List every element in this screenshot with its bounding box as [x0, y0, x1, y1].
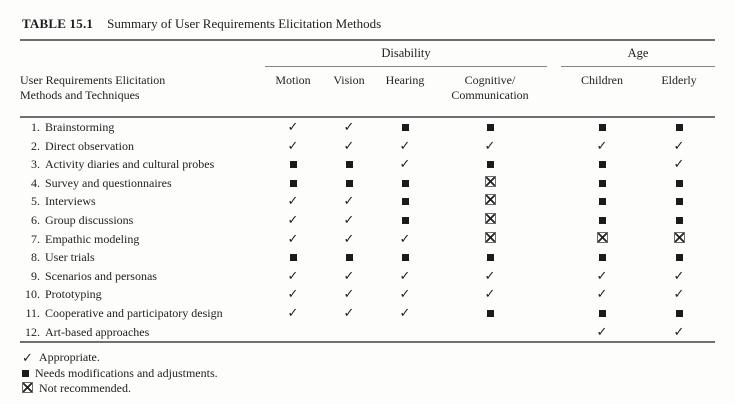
square-icon — [599, 124, 606, 131]
check-icon: ✓ — [287, 119, 299, 134]
table-row — [20, 323, 715, 343]
symbol-cell — [321, 267, 377, 286]
column-gap — [547, 67, 561, 118]
row-header-line2: Methods and Techniques — [20, 87, 140, 102]
crossbox-icon — [485, 213, 496, 224]
symbol-cell — [561, 248, 643, 267]
square-icon — [402, 180, 409, 187]
square-icon — [676, 217, 683, 224]
method-number: 3. — [31, 157, 40, 172]
check-icon: ✓ — [287, 211, 299, 227]
column-gap — [547, 285, 561, 304]
legend-item-not-recommended — [22, 381, 715, 397]
symbol-cell — [561, 117, 643, 137]
check-icon: ✓ — [287, 267, 299, 283]
symbol-cell — [433, 155, 547, 174]
column-gap — [547, 304, 561, 323]
table-title: Summary of User Requirements Elicitation Methods — [107, 16, 382, 31]
square-icon — [346, 161, 353, 168]
check-icon: ✓ — [287, 137, 299, 153]
column-gap — [547, 174, 561, 193]
column-gap — [547, 230, 561, 249]
check-icon: ✓ — [287, 193, 299, 209]
symbol-cell — [377, 267, 433, 286]
square-icon — [402, 254, 409, 261]
symbol-cell — [377, 192, 433, 211]
check-icon: ✓ — [673, 137, 685, 153]
group-gap — [547, 40, 561, 67]
square-icon — [599, 161, 606, 168]
method-number: 6. — [31, 212, 40, 227]
check-icon: ✓ — [484, 137, 496, 153]
crossbox-icon — [485, 194, 496, 205]
group-header-age: Age — [561, 40, 715, 67]
square-icon — [487, 161, 494, 168]
symbol-cell — [433, 248, 547, 267]
square-icon — [22, 370, 29, 377]
row-header — [20, 67, 265, 118]
table-row — [20, 211, 715, 230]
square-icon — [487, 310, 494, 317]
column-gap — [547, 267, 561, 286]
symbol-cell — [643, 137, 715, 156]
check-icon: ✓ — [596, 323, 608, 339]
symbol-cell — [321, 117, 377, 137]
column-gap — [547, 248, 561, 267]
check-icon: ✓ — [343, 267, 355, 283]
symbol-cell — [265, 117, 321, 137]
square-icon — [290, 180, 297, 187]
column-header-hearing: Hearing — [377, 67, 433, 118]
symbol-cell — [377, 323, 433, 343]
square-icon — [676, 310, 683, 317]
square-icon — [599, 217, 606, 224]
check-icon: ✓ — [343, 286, 355, 302]
symbol-cell — [321, 174, 377, 193]
table-row — [20, 137, 715, 156]
square-icon — [290, 161, 297, 168]
symbol-cell — [643, 304, 715, 323]
table-row — [20, 117, 715, 137]
check-icon: ✓ — [343, 193, 355, 209]
symbol-cell — [643, 117, 715, 137]
symbol-cell — [433, 137, 547, 156]
group-header-disability: Disability — [265, 40, 547, 67]
method-label: 2. Direct observation — [20, 137, 265, 156]
crossbox-icon — [674, 232, 685, 243]
square-icon — [676, 198, 683, 205]
square-icon — [402, 198, 409, 205]
symbol-cell — [265, 323, 321, 343]
check-icon: ✓ — [673, 323, 685, 339]
check-icon: ✓ — [484, 267, 496, 283]
table-row — [20, 192, 715, 211]
symbol-cell — [433, 323, 547, 343]
legend-item-needs-modifications — [22, 366, 715, 382]
symbol-cell — [265, 192, 321, 211]
symbol-cell — [321, 211, 377, 230]
check-icon: ✓ — [343, 304, 355, 320]
symbol-cell — [643, 323, 715, 343]
square-icon — [346, 180, 353, 187]
column-gap — [547, 323, 561, 343]
symbol-cell — [265, 285, 321, 304]
check-icon: ✓ — [343, 119, 355, 134]
method-number: 4. — [31, 175, 40, 190]
check-icon: ✓ — [673, 286, 685, 302]
symbol-cell — [321, 248, 377, 267]
symbol-cell — [643, 248, 715, 267]
check-icon: ✓ — [673, 267, 685, 283]
symbol-cell — [643, 230, 715, 249]
square-icon — [599, 310, 606, 317]
square-icon — [599, 180, 606, 187]
check-icon: ✓ — [399, 137, 411, 153]
symbol-cell — [321, 285, 377, 304]
column-gap — [547, 137, 561, 156]
check-icon: ✓ — [343, 211, 355, 227]
symbol-cell — [561, 285, 643, 304]
requirements-table — [20, 39, 715, 343]
check-icon: ✓ — [287, 304, 299, 320]
method-label: 6. Group discussions — [20, 211, 265, 230]
square-icon — [402, 124, 409, 131]
method-label: 12. Art-based approaches — [20, 323, 265, 343]
symbol-cell — [561, 267, 643, 286]
check-icon: ✓ — [399, 230, 411, 246]
check-icon: ✓ — [596, 267, 608, 283]
symbol-cell — [643, 267, 715, 286]
check-icon: ✓ — [673, 156, 685, 172]
table-row — [20, 248, 715, 267]
crossbox-icon — [597, 232, 608, 243]
symbol-cell — [377, 137, 433, 156]
symbol-cell — [321, 192, 377, 211]
symbol-cell — [265, 137, 321, 156]
square-icon — [346, 254, 353, 261]
check-icon: ✓ — [484, 286, 496, 302]
legend-text: Appropriate. — [38, 350, 100, 365]
check-icon: ✓ — [399, 304, 411, 320]
row-header-line1: User Requirements Elicitation — [20, 72, 166, 87]
method-number: 2. — [31, 138, 40, 153]
method-label: 1. Brainstorming — [20, 117, 265, 137]
symbol-cell — [433, 192, 547, 211]
symbol-cell — [643, 174, 715, 193]
square-icon — [676, 180, 683, 187]
column-header-row — [20, 67, 715, 118]
symbol-cell — [377, 117, 433, 137]
check-icon: ✓ — [399, 286, 411, 302]
symbol-cell — [433, 117, 547, 137]
crossbox-icon — [22, 382, 33, 393]
group-header-spacer — [20, 40, 265, 67]
check-icon: ✓ — [343, 230, 355, 246]
symbol-cell — [377, 248, 433, 267]
symbol-cell — [433, 285, 547, 304]
method-label: 4. Survey and questionnaires — [20, 174, 265, 193]
symbol-cell — [265, 211, 321, 230]
square-icon — [402, 217, 409, 224]
method-label: 3. Activity diaries and cultural probes — [20, 155, 265, 174]
column-header-cognitive: Cognitive/ Communication — [433, 67, 547, 118]
method-number: 10. — [25, 287, 40, 302]
method-label: 9. Scenarios and personas — [20, 267, 265, 286]
method-label: 5. Interviews — [20, 192, 265, 211]
crossbox-icon — [485, 232, 496, 243]
column-gap — [547, 211, 561, 230]
symbol-cell — [561, 304, 643, 323]
table-caption — [22, 16, 715, 32]
column-header-children: Children — [561, 67, 643, 118]
symbol-cell — [561, 230, 643, 249]
table-row — [20, 304, 715, 323]
symbol-cell — [561, 192, 643, 211]
symbol-cell — [377, 174, 433, 193]
method-number: 7. — [31, 231, 40, 246]
symbol-cell — [265, 248, 321, 267]
column-gap — [547, 155, 561, 174]
check-icon: ✓ — [287, 286, 299, 302]
legend — [22, 350, 715, 397]
check-icon: ✓ — [596, 286, 608, 302]
symbol-cell — [433, 267, 547, 286]
square-icon — [599, 198, 606, 205]
symbol-cell — [377, 285, 433, 304]
column-gap — [547, 192, 561, 211]
symbol-cell — [643, 155, 715, 174]
symbol-cell — [561, 323, 643, 343]
symbol-cell — [561, 174, 643, 193]
symbol-cell — [265, 267, 321, 286]
symbol-cell — [265, 230, 321, 249]
method-number: 11. — [25, 305, 40, 320]
method-label: 7. Empathic modeling — [20, 230, 265, 249]
square-icon — [676, 124, 683, 131]
symbol-cell — [265, 304, 321, 323]
method-number: 9. — [31, 268, 40, 283]
method-number: 8. — [31, 250, 40, 265]
square-icon — [487, 124, 494, 131]
table-row — [20, 155, 715, 174]
symbol-cell — [433, 211, 547, 230]
check-icon: ✓ — [399, 156, 411, 172]
square-icon — [290, 254, 297, 261]
symbol-cell — [433, 230, 547, 249]
symbol-cell — [377, 155, 433, 174]
symbol-cell — [321, 137, 377, 156]
legend-text: Not recommended. — [39, 381, 131, 396]
symbol-cell — [643, 211, 715, 230]
legend-text: Needs modifications and adjustments. — [35, 365, 218, 380]
check-icon: ✓ — [399, 267, 411, 283]
column-gap — [547, 117, 561, 137]
symbol-cell — [643, 285, 715, 304]
check-icon: ✓ — [343, 137, 355, 153]
square-icon — [599, 254, 606, 261]
legend-item-appropriate — [22, 350, 715, 366]
table-number: TABLE 15.1 — [22, 16, 94, 31]
method-label: 10. Prototyping — [20, 285, 265, 304]
column-header-vision: Vision — [321, 67, 377, 118]
table-row — [20, 285, 715, 304]
symbol-cell — [561, 211, 643, 230]
column-header-elderly: Elderly — [643, 67, 715, 118]
method-label: 8. User trials — [20, 248, 265, 267]
square-icon — [487, 254, 494, 261]
symbol-cell — [321, 155, 377, 174]
symbol-cell — [377, 211, 433, 230]
symbol-cell — [321, 304, 377, 323]
method-number: 1. — [31, 120, 40, 134]
check-icon: ✓ — [596, 137, 608, 153]
method-label: 11. Cooperative and participatory design — [20, 304, 265, 323]
symbol-cell — [265, 174, 321, 193]
crossbox-icon — [485, 176, 496, 187]
square-icon — [676, 254, 683, 261]
check-icon: ✓ — [287, 230, 299, 246]
symbol-cell — [643, 192, 715, 211]
symbol-cell — [561, 155, 643, 174]
column-header-motion: Motion — [265, 67, 321, 118]
table-row — [20, 230, 715, 249]
symbol-cell — [433, 174, 547, 193]
method-number: 5. — [31, 194, 40, 209]
symbol-cell — [561, 137, 643, 156]
symbol-cell — [265, 155, 321, 174]
check-icon: ✓ — [22, 350, 33, 366]
symbol-cell — [321, 323, 377, 343]
symbol-cell — [433, 304, 547, 323]
symbol-cell — [377, 304, 433, 323]
method-number: 12. — [25, 324, 40, 339]
symbol-cell — [377, 230, 433, 249]
table-row — [20, 174, 715, 193]
group-header-row — [20, 40, 715, 67]
symbol-cell — [321, 230, 377, 249]
table-row — [20, 267, 715, 286]
